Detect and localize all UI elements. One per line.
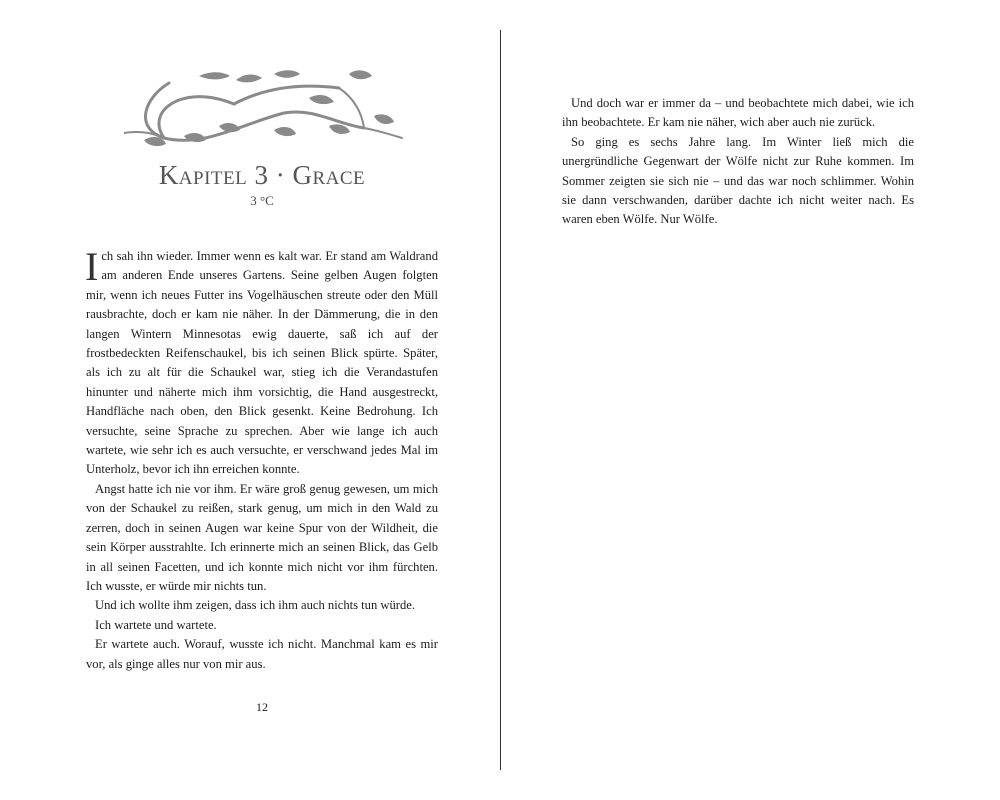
paragraph: So ging es sechs Jahre lang. Im Winter ließ mich die unergründliche Gegenwart der Wölfe nicht zur Ruhe kommen. Im Sommer zeigten sie sich nie – und das war noch schlimmer. Wohin sie dann verschwanden, darüber dachte ich nicht weiter nach. Es waren eben Wölfe. Nur Wölfe. [562,134,914,227]
leafy-branch-icon [124,68,404,148]
chapter-subtitle: 3 °C [250,193,274,208]
chapter-body [85,244,438,674]
chapter-title: Kapitel 3 · Grace [158,160,366,190]
paragraph: Ich wartete und wartete. [95,617,217,632]
right-page [562,0,914,800]
paragraph: Und doch war er immer da – und beobachtete mich dabei, wie ich ihn beobachtete. Er kam nie näher, wich aber auch nie zurück. [562,96,914,130]
drop-cap: I [85,244,99,289]
paragraph: Und ich wollte ihm zeigen, dass ich ihm auch nichts tun würde. [95,598,416,613]
paragraph: Er wartete auch. Worauf, wusste ich nicht. Manchmal kam es mir vor, als ginge alles nur von mir aus. [86,637,438,671]
paragraph [85,244,438,480]
page-number: 12 [256,700,268,714]
paragraph-text: ch sah ihn wieder. Immer wenn es kalt war. Er stand am Waldrand am anderen Ende unseres Gartens. Seine gelben Augen folgten mir, wenn ich neues Futter ins Vogelhäuschen streute oder den Müll rausbrachte, doch er kam nie näher. In der Dämmerung, die in den langen Wintern Minnesotas ewig dauerte, saß ich auf der frostbedeckten Reifenschaukel, bis ich seinen Blick spürte. Später, als ich zu alt für die Schaukel war, stieg ich die Verandastufen hinunter und näherte mich ihm vorsichtig, die Hand ausgestreckt, Handfläche nach oben, den Blick gesenkt. Keine Bedrohung. Ich versuchte, seine Sprache zu sprechen. Aber wie lange ich auch wartete, wie sehr ich es auch versuchte, er verschwand jedes Mal im Unterholz, bevor ich ihn erreichen konnte. [86,249,438,477]
gutter-divider [500,30,501,770]
left-page [86,0,438,800]
page-body [562,94,914,230]
paragraph: Angst hatte ich nie vor ihm. Er wäre groß genug gewesen, um mich von der Schaukel zu reißen, stark genug, um mich in den Wald zu zerren, doch in seinen Augen war keine Spur von der Wildheit, die sein Körper ausstrahlte. Ich erinnerte mich an seinen Blick, das Gelb in all seinen Facetten, und ich konnte mich nicht vor ihm fürchten. Ich wusste, er würde mir nichts tun. [86,481,438,593]
